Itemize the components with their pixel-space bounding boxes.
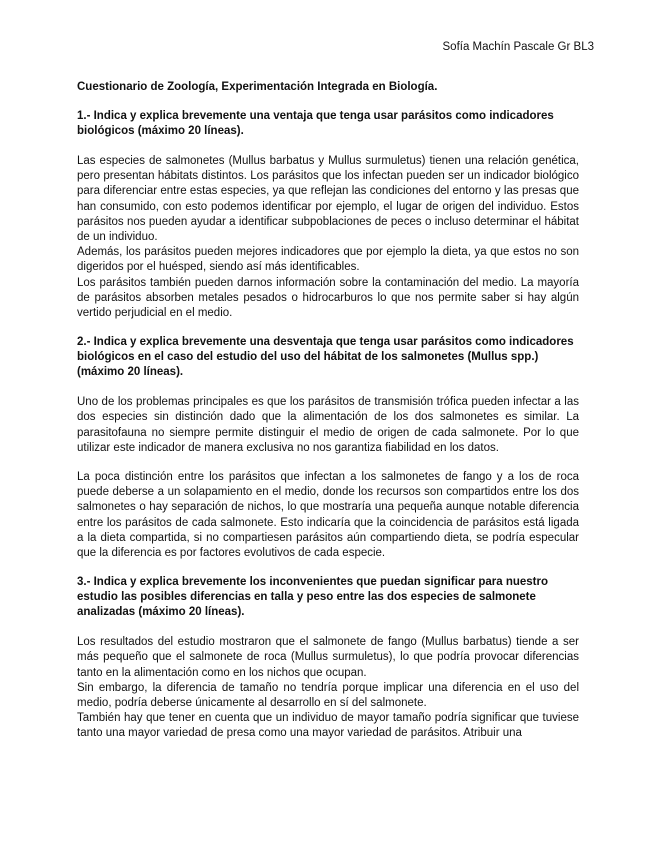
question-heading-1: 1.- Indica y explica brevemente una ventaja que tenga usar parásitos como indicadores biológicos (máximo 20 líneas). [77, 110, 554, 137]
question-section-2 [77, 335, 579, 561]
answer-block-1-1 [77, 154, 579, 321]
answer-block-3-1 [77, 635, 579, 741]
document-title: Cuestionario de Zoología, Experimentación Integrada en Biología. [77, 81, 438, 93]
page-content [77, 80, 579, 756]
question-heading-2: 2.- Indica y explica brevemente una desventaja que tenga usar parásitos como indicadores biológicos en el caso del estudio del uso del hábitat de los salmonetes (Mullus spp.) (máximo 20 líneas). [77, 336, 574, 379]
answer-paragraph: La poca distinción entre los parásitos que infectan a los salmonetes de fango y a los de roca puede deberse a un solapamiento en el medio, donde los recursos son compartidos entre los dos salmonetes o hay separación de nichos, lo que mostraría una pequeña aunque notable diferencia entre los parásitos de cada salmonete. Esto indicaría que la coincidencia de parásitos está ligada a la dieta compartida, si no compartiesen parásitos aún compartiendo dieta, se podría especular que la diferencia es por factores evolutivos de cada especie. [77, 471, 579, 560]
answer-block-2-2 [77, 470, 579, 561]
answer-paragraph: Sin embargo, la diferencia de tamaño no tendría porque implicar una diferencia en el uso del medio, podría deberse únicamente al desarrollo en sí del salmonete. [77, 681, 579, 710]
answer-block-2-1 [77, 395, 579, 456]
answer-paragraph: Los resultados del estudio mostraron que el salmonete de fango (Mullus barbatus) tiende a ser más pequeño que el salmonete de roca (Mullus surmuletus), lo que podría provocar diferencias tanto en la alimentación como en los nichos que ocupan. [77, 636, 579, 679]
answer-paragraph: También hay que tener en cuenta que un individuo de mayor tamaño podría significar que tuviese tanto una mayor variedad de presa como una mayor variedad de parásitos. Atribuir una [77, 712, 579, 740]
question-section-1 [77, 109, 579, 321]
answer-paragraph: Los parásitos también pueden darnos información sobre la contaminación del medio. La mayoría de parásitos absorben metales pesados o hidrocarburos lo que nos permite saber si hay algún vertido perjudicial en el medio. [77, 276, 579, 320]
answer-paragraph: Las especies de salmonetes (Mullus barbatus y Mullus surmuletus) tienen una relación genética, pero presentan hábitats distintos. Los parásitos que los infectan pueden ser un indicador biológico para diferenciar entre estas especies, ya que reflejan las condiciones del entorno y las presas que han consumido, con esto podemos identificar por ejemplo, el lugar de origen del individuo. Estos parásitos nos pueden ayudar a identificar subpoblaciones de peces o incluso determinar el hábitat de un individuo. [77, 155, 579, 244]
question-heading-3: 3.- Indica y explica brevemente los inconvenientes que puedan significar para nuestro estudio las posibles diferencias en talla y peso entre las dos especies de salmonete analizadas (máximo 20 líneas). [77, 576, 549, 619]
answer-paragraph: Uno de los problemas principales es que los parásitos de transmisión trófica pueden infectar a las dos especies sin distinción dado que la alimentación de los dos salmonetes es similar. La parasitofauna no siempre permite distinguir el medio de origen de cada salmonete. Por lo que utilizar este indicador de manera exclusiva no nos garantiza fiabilidad en los datos. [77, 396, 579, 454]
answer-paragraph: Además, los parásitos pueden mejores indicadores que por ejemplo la dieta, ya que estos no son digeridos por el huésped, siendo así más identificables. [77, 246, 579, 274]
author-line: Sofía Machín Pascale Gr BL3 [442, 41, 594, 53]
question-section-3 [77, 575, 579, 741]
